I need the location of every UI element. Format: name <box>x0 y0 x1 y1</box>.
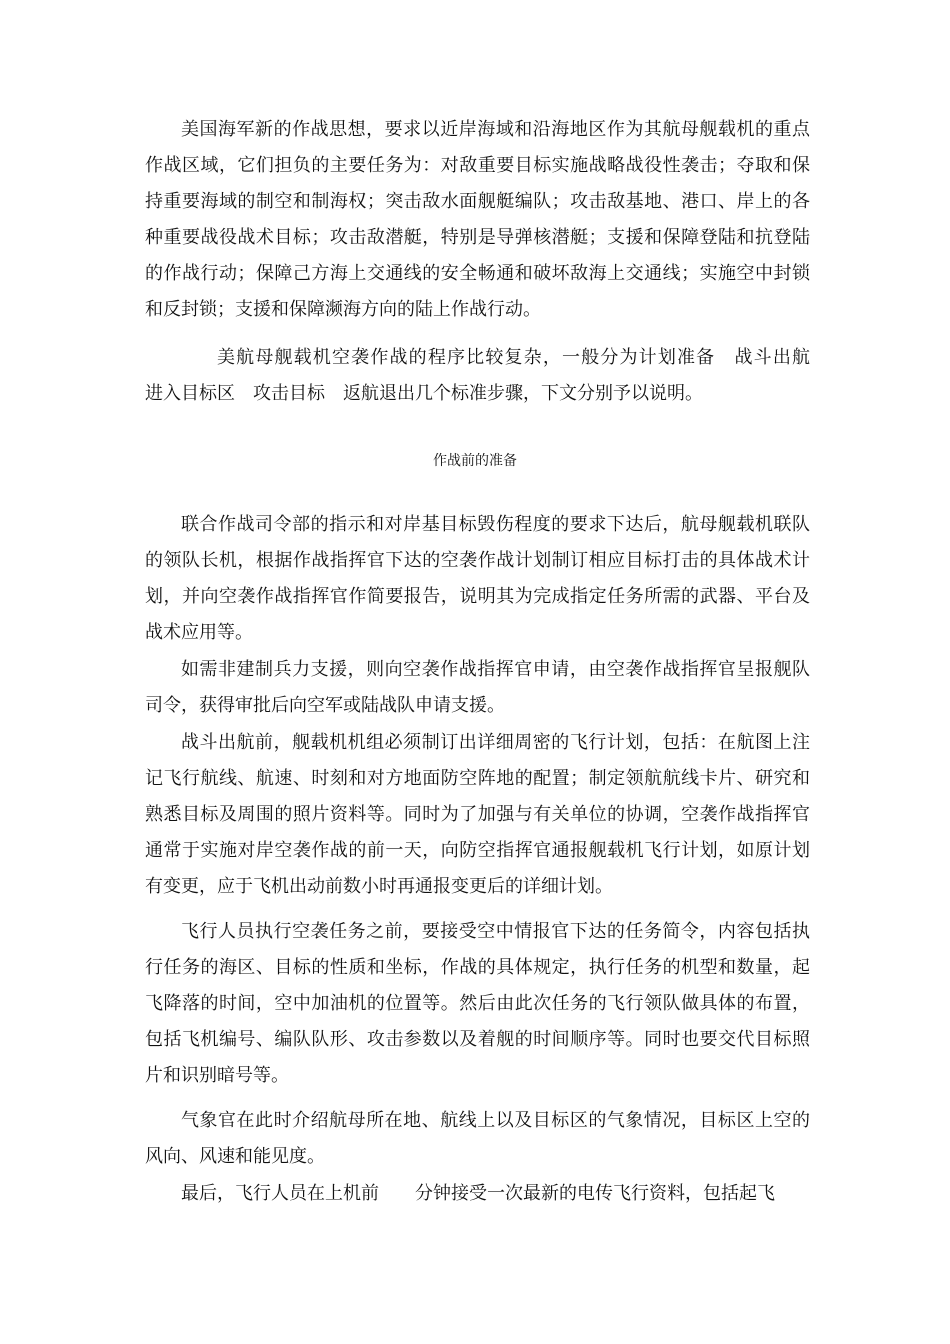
paragraph-final-update: 最后，飞行人员在上机前 分钟接受一次最新的电传飞行资料，包括起飞 <box>181 1183 775 1204</box>
section-heading: 作战前的准备 <box>433 453 517 469</box>
paragraph-mission-briefing: 飞行人员执行空袭任务之前，要接受空中情报官下达的任务简令，内容包括执行任务的海区、目标的性质和坐标，作战的具体规定，执行任务的机型和数量，起飞降落的时间，空中加油机的位置等。然后由此次任务的飞行领队做具体的布置，包括飞机编号、编队队形、攻击参数以及着舰的时间顺序等。同时也要交代目标照片和识别暗号等。 <box>145 921 810 1086</box>
paragraph-support-request: 如需非建制兵力支援，则向空袭作战指挥官申请，由空袭作战指挥官呈报舰队司令，获得审批后向空军或陆战队申请支援。 <box>145 659 810 716</box>
paragraph-flight-plan: 战斗出航前，舰载机机组必须制订出详细周密的飞行计划，包括：在航图上注记飞行航线、航速、时刻和对方地面防空阵地的配置；制定领航航线卡片、研究和熟悉目标及周围的照片资料等。同时为了加强与有关单位的协调，空袭作战指挥官通常于实施对岸空袭作战的前一天，向防空指挥官通报舰载机飞行计划，如原计划有变更，应于飞机出动前数小时再通报变更后的详细计划。 <box>145 732 810 897</box>
paragraph-mission-overview: 美国海军新的作战思想，要求以近岸海域和沿海地区作为其航母舰载机的重点作战区域，它们担负的主要任务为：对敌重要目标实施战略战役性袭击；夺取和保持重要海域的制空和制海权；突击敌水面舰艇编队；攻击敌基地、港口、岸上的各种重要战役战术目标；攻击敌潜艇，特别是导弹核潜艇；支援和保障登陆和抗登陆的作战行动；保障己方海上交通线的安全畅通和破坏敌海上交通线；实施空中封锁和反封锁；支援和保障濒海方向的陆上作战行动。 <box>145 119 810 320</box>
paragraph-tactical-plan: 联合作战司令部的指示和对岸基目标毁伤程度的要求下达后，航母舰载机联队的领队长机，根据作战指挥官下达的空袭作战计划制订相应目标打击的具体战术计划，并向空袭作战指挥官作简要报告，说明其为完成指定任务所需的武器、平台及战术应用等。 <box>145 514 810 643</box>
paragraph-procedure-steps: 美航母舰载机空袭作战的程序比较复杂，一般分为计划准备 战斗出航 进入目标区 攻击目标 返航退出几个标准步骤，下文分别予以说明。 <box>145 347 828 404</box>
paragraph-weather-briefing: 气象官在此时介绍航母所在地、航线上以及目标区的气象情况，目标区上空的风向、风速和能见度。 <box>145 1110 810 1167</box>
